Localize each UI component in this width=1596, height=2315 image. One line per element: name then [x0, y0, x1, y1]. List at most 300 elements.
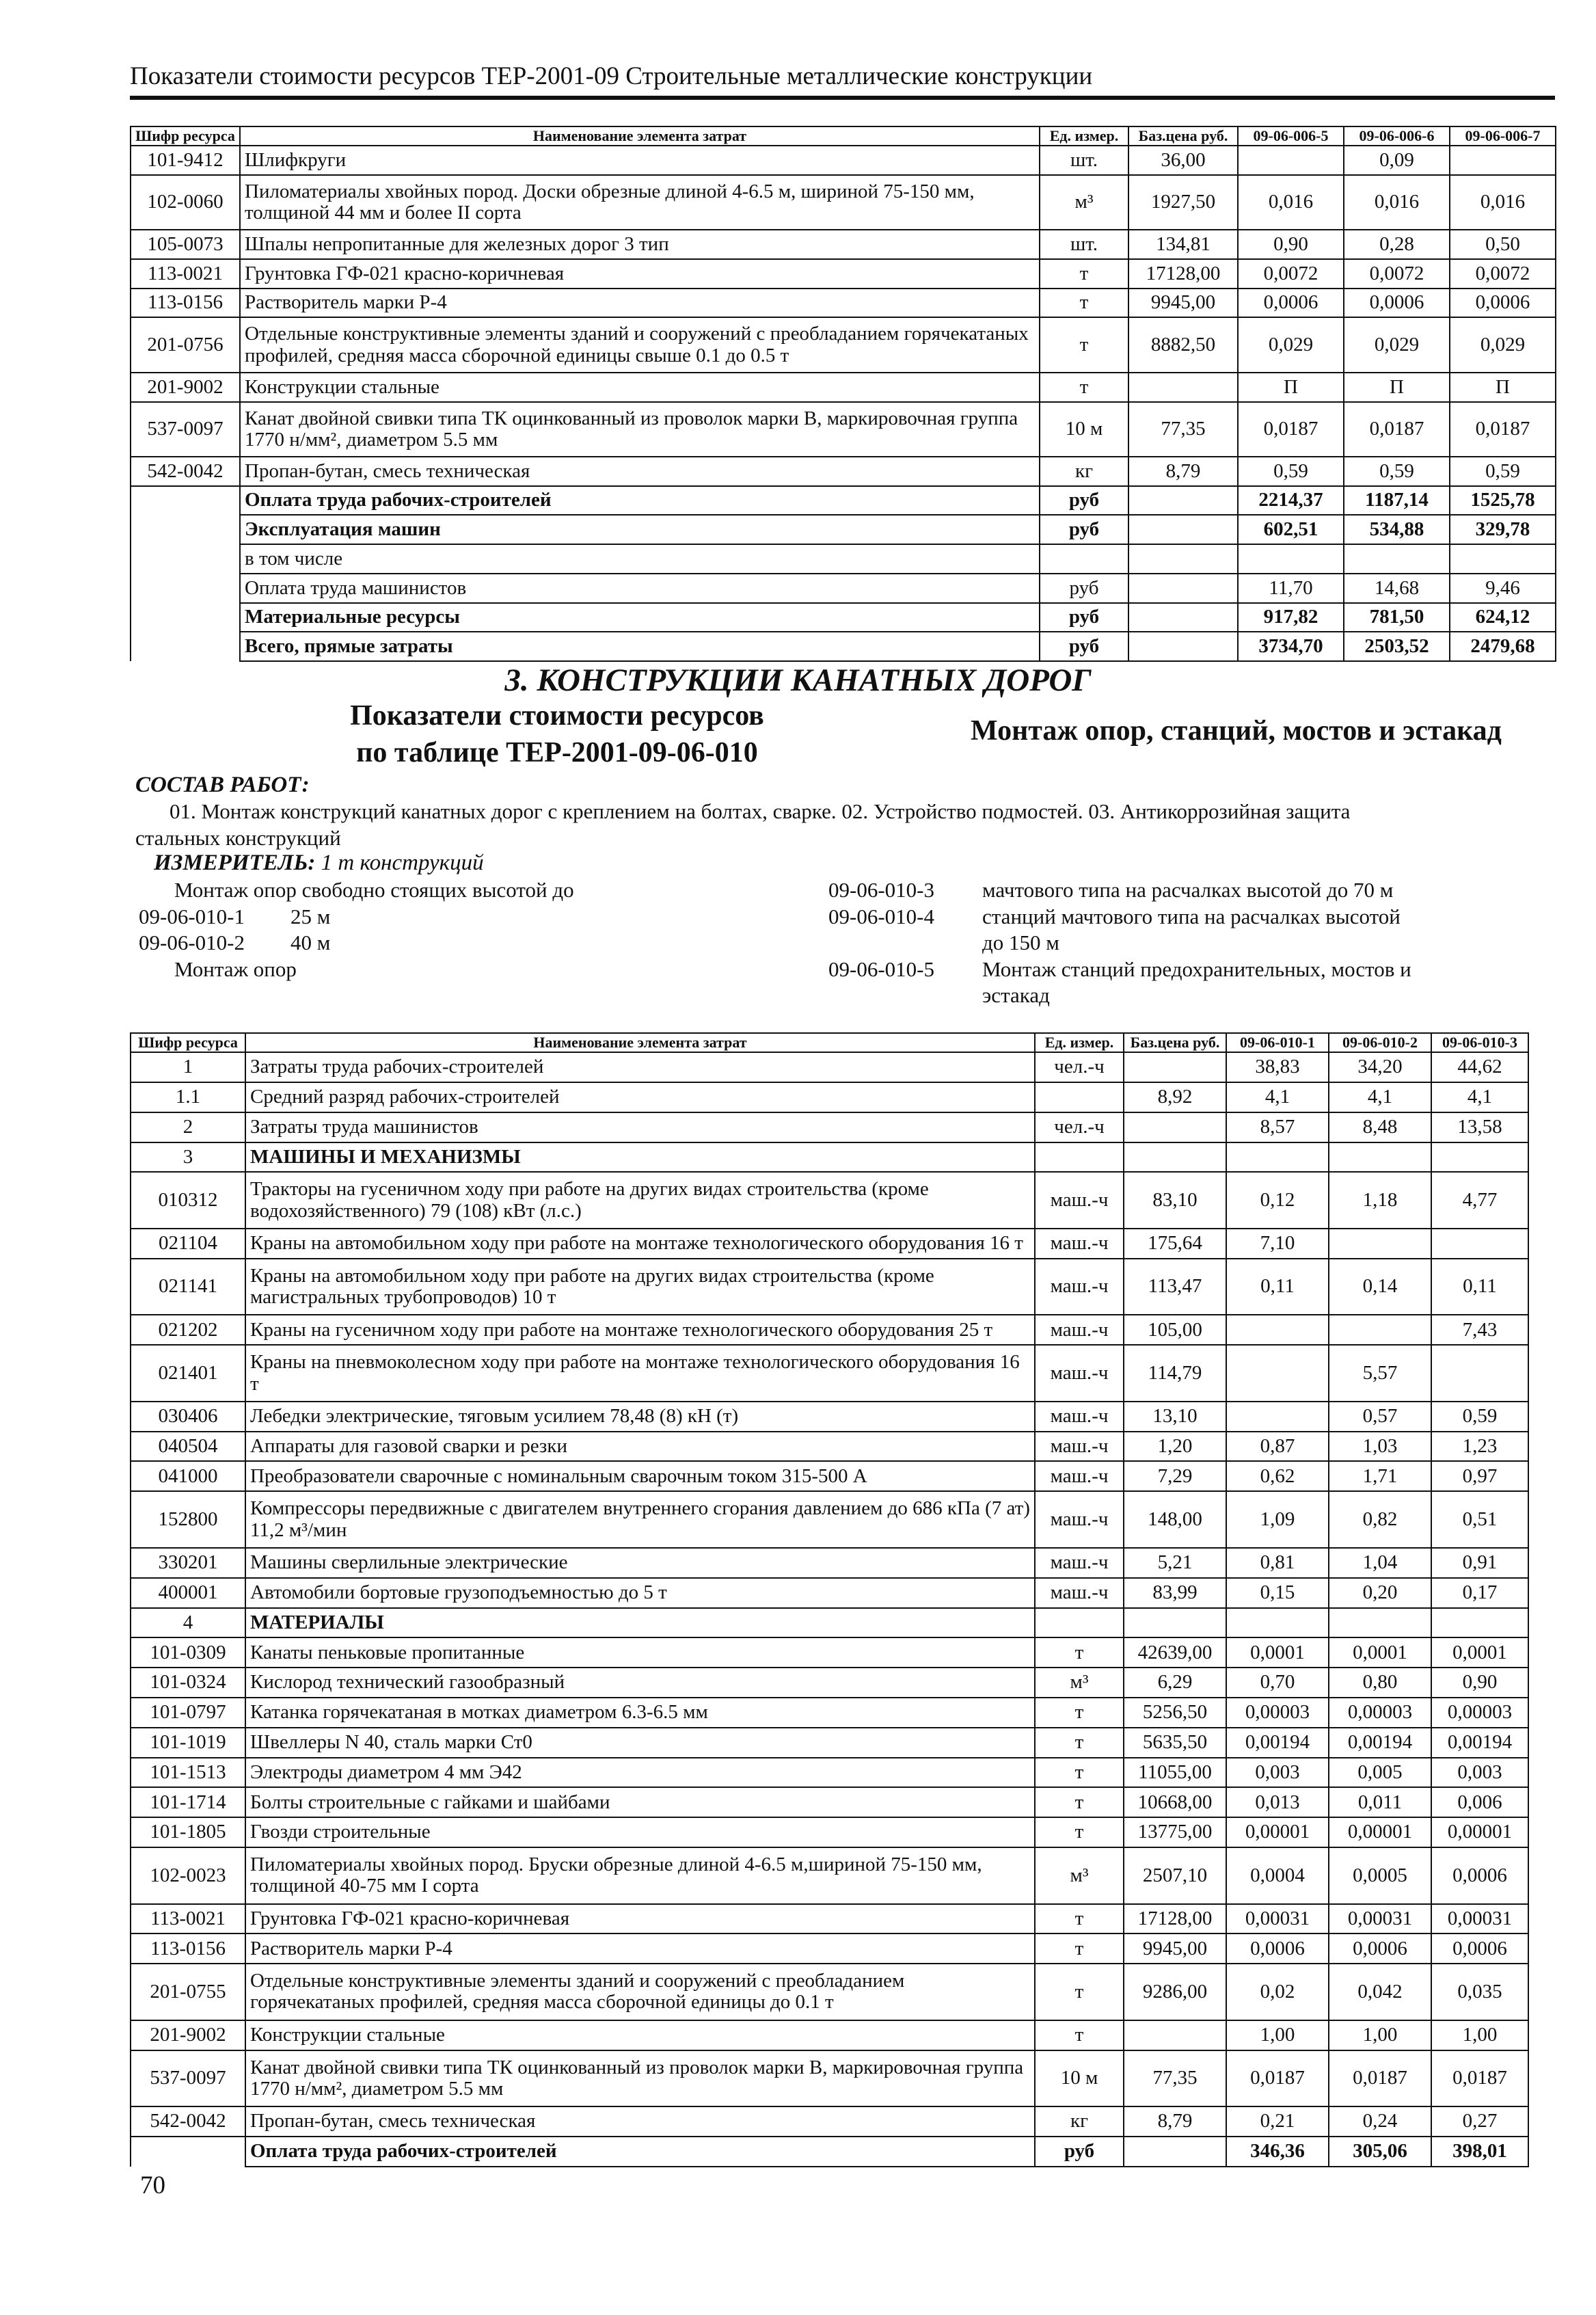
- cell-code: 021141: [131, 1259, 245, 1315]
- col-header-v3: 09-06-010-3: [1431, 1033, 1528, 1052]
- cell-unit: [1035, 1608, 1124, 1638]
- cell-value-1: 0,00031: [1226, 1904, 1329, 1934]
- table-body: [131, 146, 1556, 661]
- cell-value-3: 44,62: [1431, 1052, 1528, 1082]
- cell-code: 101-1805: [131, 1817, 245, 1847]
- cell-value-3: 4,77: [1431, 1172, 1528, 1229]
- cell-price: 9945,00: [1128, 289, 1238, 318]
- table-row: [131, 1578, 1528, 1608]
- cell-name: Отдельные конструктивные элементы зданий и сооружений с преобладанием горячекатаных профилей, средняя масса сборочной единицы свыше 0.1 до 0.5 т: [240, 317, 1040, 373]
- cell-value-3: 4,1: [1431, 1082, 1528, 1112]
- cell-name: Машины сверлильные электрические: [245, 1548, 1035, 1578]
- cell-value-1: 0,90: [1238, 230, 1344, 259]
- cell-unit: руб: [1040, 515, 1128, 544]
- cell-code: [131, 515, 240, 544]
- work-item-left-2-value: 25 м: [290, 905, 331, 928]
- work-item-right-3-code: 09-06-010-5: [828, 957, 934, 981]
- col-header-code: Шифр ресурса: [131, 1033, 245, 1052]
- cell-unit: чел.-ч: [1035, 1112, 1124, 1142]
- cell-price: 17128,00: [1128, 259, 1238, 289]
- cell-value-3: 0,00194: [1431, 1728, 1528, 1758]
- cell-name: Шлифкруги: [240, 146, 1040, 175]
- cell-value-3: 0,0187: [1450, 402, 1556, 457]
- table-row: [131, 1637, 1528, 1668]
- cell-price: [1128, 574, 1238, 603]
- cell-price: 42639,00: [1124, 1637, 1226, 1668]
- cell-price: 13775,00: [1124, 1817, 1226, 1847]
- cell-value-2: 5,57: [1329, 1345, 1431, 1402]
- cell-price: 10668,00: [1124, 1787, 1226, 1817]
- cell-price: 8,92: [1124, 1082, 1226, 1112]
- cell-code: 113-0021: [131, 259, 240, 289]
- col-header-unit: Ед. измер.: [1040, 126, 1128, 146]
- cell-name: Пропан-бутан, смесь техническая: [240, 457, 1040, 486]
- cell-name: Лебедки электрические, тяговым усилием 78,48 (8) кН (т): [245, 1402, 1035, 1432]
- summary-row: [131, 2137, 1528, 2167]
- cell-code: 101-1019: [131, 1728, 245, 1758]
- work-item-right-3-text-b: эстакад: [982, 983, 1050, 1007]
- cell-value-1: 0,0004: [1226, 1847, 1329, 1904]
- cell-unit: маш.-ч: [1035, 1229, 1124, 1259]
- cell-code: 4: [131, 1608, 245, 1638]
- cell-unit: т: [1035, 1933, 1124, 1964]
- work-item-left-2-code: 09-06-010-1: [139, 905, 245, 928]
- cell-value-2: [1329, 1315, 1431, 1345]
- cell-price: 113,47: [1124, 1259, 1226, 1315]
- cell-code: 201-0755: [131, 1964, 245, 2020]
- cell-name: Болты строительные с гайками и шайбами: [245, 1787, 1035, 1817]
- cell-unit: т: [1040, 259, 1128, 289]
- page-header: Показатели стоимости ресурсов ТЕР-2001-09 Строительные металлические конструкции: [130, 60, 1555, 100]
- cell-value-2: 0,80: [1329, 1668, 1431, 1698]
- cell-value-3: 1525,78: [1450, 486, 1556, 516]
- cell-name: МАТЕРИАЛЫ: [245, 1608, 1035, 1638]
- table-row: [131, 1668, 1528, 1698]
- cell-value-3: 0,035: [1431, 1964, 1528, 2020]
- table-row: [131, 1229, 1528, 1259]
- cell-value-2: 34,20: [1329, 1052, 1431, 1082]
- cell-code: 101-9412: [131, 146, 240, 175]
- cell-value-2: 2503,52: [1344, 632, 1450, 661]
- cell-name: Оплата труда машинистов: [240, 574, 1040, 603]
- cell-value-2: [1329, 1229, 1431, 1259]
- summary-row: [131, 515, 1556, 544]
- cell-unit: т: [1035, 1817, 1124, 1847]
- cell-value-3: 0,029: [1450, 317, 1556, 373]
- table-row: [131, 1728, 1528, 1758]
- cell-code: 113-0156: [131, 1933, 245, 1964]
- work-item-left-3-code: 09-06-010-2: [139, 931, 245, 954]
- work-item-left-3-value: 40 м: [290, 931, 331, 954]
- cell-value-3: 0,59: [1431, 1402, 1528, 1432]
- cell-code: 105-0073: [131, 230, 240, 259]
- cell-price: 6,29: [1124, 1668, 1226, 1698]
- table-row: [131, 1964, 1528, 2020]
- cell-code: 030406: [131, 1402, 245, 1432]
- table-row: [131, 1345, 1528, 1402]
- cell-unit: [1040, 544, 1128, 574]
- cell-unit: т: [1035, 1637, 1124, 1668]
- cell-value-3: 9,46: [1450, 574, 1556, 603]
- cell-unit: маш.-ч: [1035, 1172, 1124, 1229]
- cell-unit: шт.: [1040, 146, 1128, 175]
- table-header-row: [131, 126, 1556, 146]
- cell-value-2: 1,18: [1329, 1172, 1431, 1229]
- cell-value-3: [1450, 544, 1556, 574]
- cell-value-1: 0,0006: [1226, 1933, 1329, 1964]
- col-header-name: Наименование элемента затрат: [245, 1033, 1035, 1052]
- cell-value-1: П: [1238, 373, 1344, 402]
- cell-value-1: 602,51: [1238, 515, 1344, 544]
- cell-unit: маш.-ч: [1035, 1578, 1124, 1608]
- cell-value-2: 0,011: [1329, 1787, 1431, 1817]
- table-row: [131, 1172, 1528, 1229]
- cell-price: 13,10: [1124, 1402, 1226, 1432]
- cell-value-1: 0,21: [1226, 2106, 1329, 2137]
- cell-value-1: [1238, 544, 1344, 574]
- cell-value-2: 4,1: [1329, 1082, 1431, 1112]
- cell-code: 330201: [131, 1548, 245, 1578]
- cell-code: 152800: [131, 1491, 245, 1548]
- cell-value-3: 0,11: [1431, 1259, 1528, 1315]
- cell-value-1: 3734,70: [1238, 632, 1344, 661]
- cell-name: Грунтовка ГФ-021 красно-коричневая: [240, 259, 1040, 289]
- cell-value-1: [1226, 1402, 1329, 1432]
- cell-code: 040504: [131, 1432, 245, 1462]
- cell-value-1: 0,003: [1226, 1758, 1329, 1788]
- table-row: [131, 230, 1556, 259]
- cell-value-2: 0,0072: [1344, 259, 1450, 289]
- cell-value-1: [1226, 1608, 1329, 1638]
- cell-name: Компрессоры передвижные с двигателем внутреннего сгорания давлением до 686 кПа (7 ат) 11,2 м³/мин: [245, 1491, 1035, 1548]
- subsection-heading: Монтаж опор, станций, мостов и эстакад: [971, 715, 1502, 747]
- table-row: [131, 1904, 1528, 1934]
- cell-unit: [1035, 1142, 1124, 1173]
- table-row: [131, 2050, 1528, 2107]
- cell-unit: маш.-ч: [1035, 1548, 1124, 1578]
- cell-name: Электроды диаметром 4 мм Э42: [245, 1758, 1035, 1788]
- cell-price: 77,35: [1128, 402, 1238, 457]
- section-title: 3. КОНСТРУКЦИИ КАНАТНЫХ ДОРОГ: [504, 663, 1092, 698]
- cell-unit: м³: [1035, 1668, 1124, 1698]
- cell-unit: руб: [1040, 486, 1128, 516]
- cell-name: Растворитель марки Р-4: [245, 1933, 1035, 1964]
- cell-code: 102-0060: [131, 175, 240, 230]
- cell-value-3: 0,0001: [1431, 1637, 1528, 1668]
- cell-unit: маш.-ч: [1035, 1402, 1124, 1432]
- table-row: [131, 1491, 1528, 1548]
- cell-price: [1128, 603, 1238, 632]
- table-row: [131, 1817, 1528, 1847]
- cell-value-1: 0,11: [1226, 1259, 1329, 1315]
- cell-code: 537-0097: [131, 2050, 245, 2107]
- cell-price: 8,79: [1128, 457, 1238, 486]
- cell-price: 83,99: [1124, 1578, 1226, 1608]
- cell-name: Краны на автомобильном ходу при работе на других видах строительства (кроме магистральных трубопроводов) 10 т: [245, 1259, 1035, 1315]
- cell-code: 400001: [131, 1578, 245, 1608]
- cell-value-2: 0,00003: [1329, 1698, 1431, 1728]
- cell-value-2: 1187,14: [1344, 486, 1450, 516]
- cell-value-1: [1226, 1142, 1329, 1173]
- cell-value-1: 8,57: [1226, 1112, 1329, 1142]
- cell-value-1: 0,62: [1226, 1461, 1329, 1491]
- cell-value-3: 0,0006: [1450, 289, 1556, 318]
- table-row: [131, 2020, 1528, 2050]
- cell-value-2: 0,0187: [1329, 2050, 1431, 2107]
- cell-name: Кислород технический газообразный: [245, 1668, 1035, 1698]
- cell-value-2: 0,00031: [1329, 1904, 1431, 1934]
- cell-value-3: 0,00003: [1431, 1698, 1528, 1728]
- col-header-price: Баз.цена руб.: [1128, 126, 1238, 146]
- cell-value-3: 0,0072: [1450, 259, 1556, 289]
- cell-unit: кг: [1040, 457, 1128, 486]
- cell-name: Швеллеры N 40, сталь марки Ст0: [245, 1728, 1035, 1758]
- cell-price: [1128, 544, 1238, 574]
- resource-table-2: [130, 1032, 1529, 2167]
- cell-value-1: 0,0001: [1226, 1637, 1329, 1668]
- cell-unit: 10 м: [1035, 2050, 1124, 2107]
- cell-name: Пропан-бутан, смесь техническая: [245, 2106, 1035, 2137]
- cell-value-3: 0,0187: [1431, 2050, 1528, 2107]
- cell-unit: маш.-ч: [1035, 1491, 1124, 1548]
- cell-price: 77,35: [1124, 2050, 1226, 2107]
- cell-value-1: 0,81: [1226, 1548, 1329, 1578]
- cell-value-2: 0,00194: [1329, 1728, 1431, 1758]
- cell-unit: маш.-ч: [1035, 1315, 1124, 1345]
- cell-code: 113-0156: [131, 289, 240, 318]
- cell-code: 101-0797: [131, 1698, 245, 1728]
- cell-name: Всего, прямые затраты: [240, 632, 1040, 661]
- cell-value-3: [1431, 1142, 1528, 1173]
- table-row: [131, 317, 1556, 373]
- table-header-row: [131, 1033, 1528, 1052]
- cell-code: 201-9002: [131, 373, 240, 402]
- cell-value-1: 7,10: [1226, 1229, 1329, 1259]
- cell-value-2: 0,28: [1344, 230, 1450, 259]
- meter-label-value: 1 т конструкций: [321, 851, 484, 875]
- table-row: [131, 146, 1556, 175]
- cell-price: 5,21: [1124, 1548, 1226, 1578]
- meter-label-title: ИЗМЕРИТЕЛЬ:: [154, 851, 316, 875]
- cell-code: 1: [131, 1052, 245, 1082]
- cell-name: Затраты труда машинистов: [245, 1112, 1035, 1142]
- cell-name: МАШИНЫ И МЕХАНИЗМЫ: [245, 1142, 1035, 1173]
- cell-value-2: 14,68: [1344, 574, 1450, 603]
- cell-code: 3: [131, 1142, 245, 1173]
- work-item-left-1: Монтаж опор свободно стоящих высотой до: [174, 878, 574, 902]
- cell-name: Катанка горячекатаная в мотках диаметром 6.3-6.5 мм: [245, 1698, 1035, 1728]
- cell-price: 9286,00: [1124, 1964, 1226, 2020]
- col-header-v3: 09-06-006-7: [1450, 126, 1556, 146]
- cell-price: [1124, 1112, 1226, 1142]
- cell-code: 041000: [131, 1461, 245, 1491]
- work-item-right-1-text: мачтового типа на расчалках высотой до 70 м: [982, 878, 1394, 902]
- cell-value-1: 0,016: [1238, 175, 1344, 230]
- col-header-code: Шифр ресурса: [131, 126, 240, 146]
- cell-unit: руб: [1040, 603, 1128, 632]
- cell-unit: руб: [1040, 632, 1128, 661]
- cell-price: [1124, 1142, 1226, 1173]
- cell-value-2: [1329, 1608, 1431, 1638]
- cell-value-3: 329,78: [1450, 515, 1556, 544]
- cell-value-1: 0,0187: [1226, 2050, 1329, 2107]
- cell-value-3: [1431, 1345, 1528, 1402]
- cell-name: в том числе: [240, 544, 1040, 574]
- col-header-v2: 09-06-010-2: [1329, 1033, 1431, 1052]
- cell-value-2: 8,48: [1329, 1112, 1431, 1142]
- cell-name: Затраты труда рабочих-строителей: [245, 1052, 1035, 1082]
- cell-code: 010312: [131, 1172, 245, 1229]
- cell-value-3: 0,90: [1431, 1668, 1528, 1698]
- cell-value-3: 0,00001: [1431, 1817, 1528, 1847]
- work-item-right-3-text: Монтаж станций предохранительных, мостов и: [982, 957, 1411, 981]
- cell-code: 2: [131, 1112, 245, 1142]
- cell-unit: маш.-ч: [1035, 1345, 1124, 1402]
- work-composition-text-2: стальных конструкций: [135, 826, 341, 850]
- cell-price: [1124, 1608, 1226, 1638]
- table-row: [131, 1787, 1528, 1817]
- table-row: [131, 1847, 1528, 1904]
- cell-value-2: 0,59: [1344, 457, 1450, 486]
- cell-value-1: 2214,37: [1238, 486, 1344, 516]
- cell-code: 1.1: [131, 1082, 245, 1112]
- cell-code: 021104: [131, 1229, 245, 1259]
- cell-name: Конструкции стальные: [245, 2020, 1035, 2050]
- cell-value-3: 0,016: [1450, 175, 1556, 230]
- cell-unit: т: [1035, 1758, 1124, 1788]
- cell-value-2: 1,04: [1329, 1548, 1431, 1578]
- cell-unit: т: [1035, 2020, 1124, 2050]
- cell-code: 542-0042: [131, 457, 240, 486]
- cell-price: [1128, 486, 1238, 516]
- work-composition-label: СОСТАВ РАБОТ:: [135, 773, 310, 797]
- cell-value-2: 0,0006: [1329, 1933, 1431, 1964]
- table-row: [131, 2106, 1528, 2137]
- cell-price: [1124, 2137, 1226, 2167]
- cell-code: [131, 486, 240, 516]
- work-item-right-2-text: станций мачтового типа на расчалках высотой: [982, 905, 1401, 928]
- summary-row: [131, 632, 1556, 661]
- cell-name: Краны на пневмоколесном ходу при работе на монтаже технологического оборудования 16 т: [245, 1345, 1035, 1402]
- work-item-right-2-code: 09-06-010-4: [828, 905, 934, 928]
- cell-value-2: 0,0187: [1344, 402, 1450, 457]
- cell-value-3: 0,59: [1450, 457, 1556, 486]
- cell-name: Преобразователи сварочные с номинальным сварочным током 315-500 А: [245, 1461, 1035, 1491]
- cell-code: 021401: [131, 1345, 245, 1402]
- subsection-title-line-2: по таблице ТЕР-2001-09-06-010: [356, 737, 758, 768]
- cell-unit: т: [1035, 1728, 1124, 1758]
- cell-value-2: 0,20: [1329, 1578, 1431, 1608]
- cell-code: 101-0309: [131, 1637, 245, 1668]
- cell-value-2: 0,0006: [1344, 289, 1450, 318]
- cell-price: 2507,10: [1124, 1847, 1226, 1904]
- cell-price: 5635,50: [1124, 1728, 1226, 1758]
- cell-value-3: 0,17: [1431, 1578, 1528, 1608]
- cell-name: Краны на гусеничном ходу при работе на монтаже технологического оборудования 25 т: [245, 1315, 1035, 1345]
- resource-table-1: [130, 126, 1556, 662]
- cell-value-2: 781,50: [1344, 603, 1450, 632]
- cell-name: Автомобили бортовые грузоподъемностью до 5 т: [245, 1578, 1035, 1608]
- table-row: [131, 373, 1556, 402]
- cell-name: Материальные ресурсы: [240, 603, 1040, 632]
- cell-unit: кг: [1035, 2106, 1124, 2137]
- cell-value-1: 1,00: [1226, 2020, 1329, 2050]
- cell-value-1: 0,013: [1226, 1787, 1329, 1817]
- cell-price: 148,00: [1124, 1491, 1226, 1548]
- cell-code: [131, 603, 240, 632]
- cell-value-1: [1226, 1345, 1329, 1402]
- cell-price: 5256,50: [1124, 1698, 1226, 1728]
- cell-value-1: 0,00194: [1226, 1728, 1329, 1758]
- cell-unit: т: [1035, 1964, 1124, 2020]
- table-row: [131, 1933, 1528, 1964]
- table-row: [131, 289, 1556, 318]
- cell-value-2: [1344, 544, 1450, 574]
- cell-price: [1128, 632, 1238, 661]
- cell-price: 36,00: [1128, 146, 1238, 175]
- cell-price: 8882,50: [1128, 317, 1238, 373]
- cell-unit: руб: [1040, 574, 1128, 603]
- table-row: [131, 1548, 1528, 1578]
- table-row: [131, 402, 1556, 457]
- cell-value-1: 0,59: [1238, 457, 1344, 486]
- cell-name: Конструкции стальные: [240, 373, 1040, 402]
- work-item-left-4: Монтаж опор: [174, 957, 297, 981]
- table-row: [131, 1082, 1528, 1112]
- col-header-unit: Ед. измер.: [1035, 1033, 1124, 1052]
- cell-code: 101-0324: [131, 1668, 245, 1698]
- cell-value-3: 0,91: [1431, 1548, 1528, 1578]
- table-row: [131, 259, 1556, 289]
- cell-name: Растворитель марки Р-4: [240, 289, 1040, 318]
- table-row: [131, 1315, 1528, 1345]
- cell-value-2: 534,88: [1344, 515, 1450, 544]
- cell-name: Средний разряд рабочих-строителей: [245, 1082, 1035, 1112]
- cell-value-1: [1238, 146, 1344, 175]
- cell-name: Канат двойной свивки типа ТК оцинкованный из проволок марки В, маркировочная группа 1770 н/мм², диаметром 5.5 мм: [240, 402, 1040, 457]
- cell-value-1: 0,0072: [1238, 259, 1344, 289]
- cell-value-1: 0,87: [1226, 1432, 1329, 1462]
- cell-value-1: 0,02: [1226, 1964, 1329, 2020]
- cell-name: Краны на автомобильном ходу при работе на монтаже технологического оборудования 16 т: [245, 1229, 1035, 1259]
- cell-unit: м³: [1040, 175, 1128, 230]
- cell-name: Пиломатериалы хвойных пород. Доски обрезные длиной 4-6.5 м, шириной 75-150 мм, толщиной 44 мм и более II сорта: [240, 175, 1040, 230]
- cell-code: 201-0756: [131, 317, 240, 373]
- cell-unit: чел.-ч: [1035, 1052, 1124, 1082]
- cell-value-3: 7,43: [1431, 1315, 1528, 1345]
- cell-value-2: 0,24: [1329, 2106, 1431, 2137]
- table-row: [131, 1259, 1528, 1315]
- cell-unit: т: [1035, 1698, 1124, 1728]
- cell-name: Канаты пеньковые пропитанные: [245, 1637, 1035, 1668]
- cell-value-2: 0,0005: [1329, 1847, 1431, 1904]
- cell-price: 1927,50: [1128, 175, 1238, 230]
- table-body: [131, 1052, 1528, 2167]
- table-row: [131, 1112, 1528, 1142]
- cell-price: 114,79: [1124, 1345, 1226, 1402]
- cell-name: Пиломатериалы хвойных пород. Бруски обрезные длиной 4-6.5 м,шириной 75-150 мм, толщиной 40-75 мм I сорта: [245, 1847, 1035, 1904]
- cell-value-1: 0,00001: [1226, 1817, 1329, 1847]
- cell-name: Оплата труда рабочих-строителей: [240, 486, 1040, 516]
- cell-value-3: 2479,68: [1450, 632, 1556, 661]
- cell-code: [131, 544, 240, 574]
- meter-label: [154, 851, 484, 876]
- table-row: [131, 1402, 1528, 1432]
- table-row: [131, 1698, 1528, 1728]
- cell-value-1: 917,82: [1238, 603, 1344, 632]
- cell-price: 134,81: [1128, 230, 1238, 259]
- col-header-price: Баз.цена руб.: [1124, 1033, 1226, 1052]
